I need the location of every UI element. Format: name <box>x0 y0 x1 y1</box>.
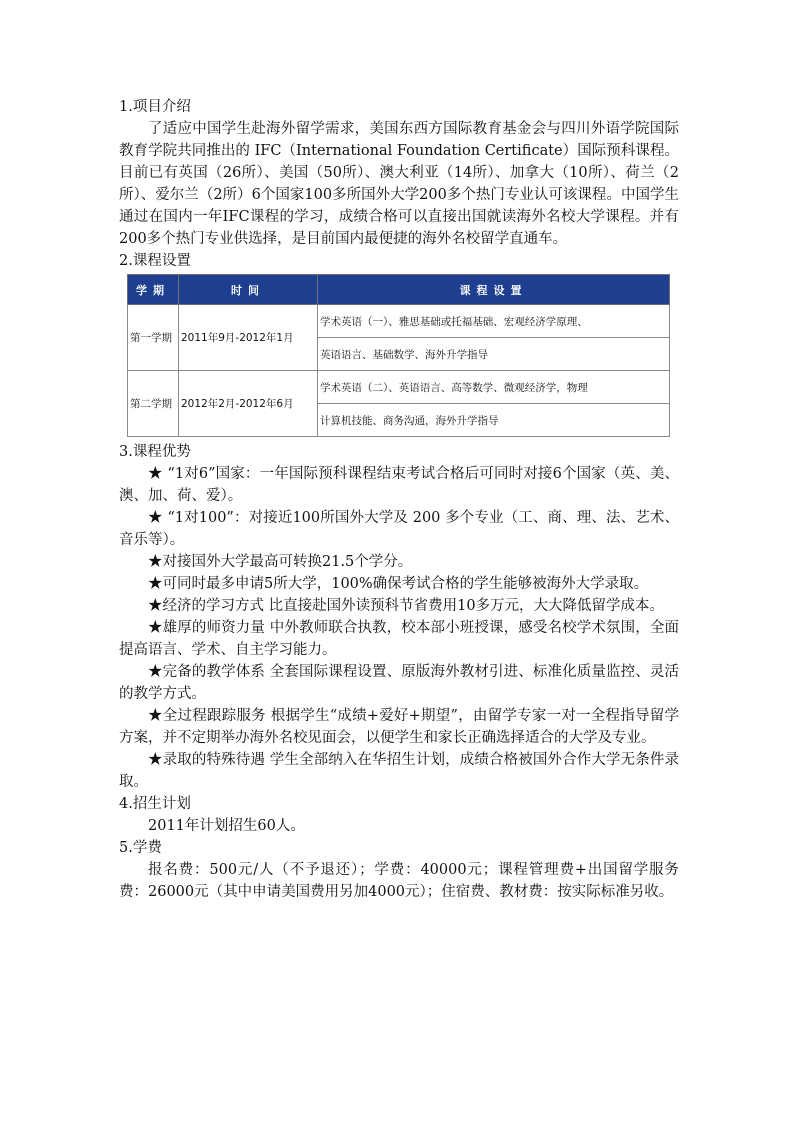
header-time: 时间 <box>179 275 318 305</box>
section-title-intro: 1.项目介绍 <box>119 99 191 115</box>
document-page <box>119 96 679 903</box>
course-cell: 学术英语（一）、雅思基础或托福基础、宏观经济学原理、 <box>318 305 670 338</box>
header-courses: 课程设置 <box>318 275 670 305</box>
advantage-item: ★对接国外大学最高可转换21.5个学分。 <box>148 554 413 570</box>
section-title-courses: 2.课程设置 <box>119 253 191 269</box>
time-cell: 2011年9月-2012年1月 <box>179 305 318 371</box>
term-cell: 第一学期 <box>128 305 179 371</box>
advantage-item: ★可同时最多申请5所大学，100%确保考试合格的学生能够被海外大学录取。 <box>148 576 649 592</box>
course-cell: 计算机技能、商务沟通，海外升学指导 <box>318 404 670 437</box>
course-table <box>127 274 670 437</box>
section-title-fees: 5.学费 <box>119 840 162 856</box>
advantage-item: ★经济的学习方式 比直接赴国外读预科节省费用10多万元，大大降低留学成本。 <box>148 598 665 614</box>
advantage-item: ★全过程跟踪服务 根据学生“成绩+爱好+期望”，由留学专家一对一全程指导留学方案，并不定期举办海外名校见面会，以便学生和家长正确选择适合的大学及专业。 <box>119 708 679 746</box>
course-cell: 学术英语（二）、英语语言、高等数学、微观经济学，物理 <box>318 371 670 404</box>
advantage-item: ★ “1对100”：对接近100所国外大学及 200 多个专业（工、商、理、法、艺术、音乐等）。 <box>119 510 679 548</box>
time-cell: 2012年2月-2012年6月 <box>179 371 318 437</box>
course-cell: 英语语言、基础数学、海外升学指导 <box>318 338 670 371</box>
term-cell: 第二学期 <box>128 371 179 437</box>
advantage-item: ★录取的特殊待遇 学生全部纳入在华招生计划，成绩合格被国外合作大学无条件录取。 <box>119 752 679 790</box>
plan-paragraph: 2011年计划招生60人。 <box>148 818 305 834</box>
fees-paragraph: 报名费：500元/人（不予退还）；学费：40000元；课程管理费+出国留学服务费：26000元（其中申请美国费用另加4000元）；住宿费、教材费：按实际标准另收。 <box>119 862 679 900</box>
header-term: 学期 <box>128 275 179 305</box>
table-row <box>128 305 670 338</box>
table-row <box>128 371 670 404</box>
section-title-plan: 4.招生计划 <box>119 796 191 812</box>
advantage-item: ★完备的教学体系 全套国际课程设置、原版海外教材引进、标准化质量监控、灵活的教学方式。 <box>119 664 679 702</box>
course-table-header <box>128 275 670 305</box>
intro-paragraph: 了适应中国学生赴海外留学需求，美国东西方国际教育基金会与四川外语学院国际教育学院共同推出的 IFC（International Foundation Certificate）国际预科课程。目前已有英国（26所）、美国（50所）、澳大利亚（14所）、加拿大（10所）、荷兰（2所）、爱尔兰（2所）6个国家100多所国外大学200多个热门专业认可该课程。中国学生通过在国内一年IFC课程的学习，成绩合格可以直接出国就读海外名校大学课程。并有200多个热门专业供选择，是目前国内最便捷的海外名校留学直通车。 <box>119 121 679 247</box>
section-title-advantages: 3.课程优势 <box>119 444 191 460</box>
advantage-item: ★雄厚的师资力量 中外教师联合执教，校本部小班授课，感受名校学术氛围，全面提高语言、学术、自主学习能力。 <box>119 620 679 658</box>
advantage-item: ★ “1对6”国家：一年国际预科课程结束考试合格后可同时对接6个国家（英、美、澳、加、荷、爱）。 <box>119 466 679 504</box>
